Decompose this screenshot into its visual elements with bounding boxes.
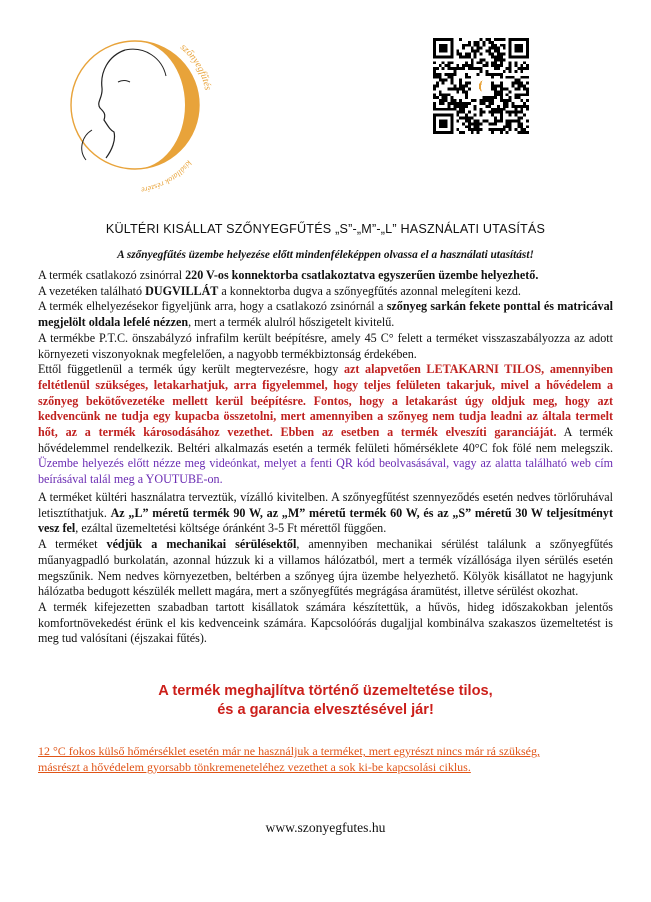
note-line: 12 °C fokos külső hőmérséklet esetén már ne használjuk a terméket, mert egyrészt nincs már rá szükség,	[38, 744, 540, 758]
sentence: A termék kifejezetten szabadban tartott kisállatok számára készítettük, a hűvös, hideg időszakokban jelentős komfortnövekedést érünk el kis kedvenceink számára. Kapcsolóórás dugaljjal kombinálva szakaszos üzemeltetést is meg tud valósítani (éjszakai fűtés).	[38, 599, 613, 646]
document-subtitle: A szőnyegfűtés üzembe helyezése előtt mindenféleképpen olvassa el a használati utasítást!	[117, 249, 534, 261]
warning-line: A termék meghajlítva történő üzemeltetése tilos,	[158, 683, 493, 699]
sentence	[38, 362, 613, 488]
sentence	[38, 284, 613, 300]
bold-text: Az „L” méretű termék 90 W, az „M” méretű termék 60 W, és az „S” méretű 30 W teljesítményt vesz fel	[38, 505, 613, 536]
sentence: A termékbe P.T.C. önszabályzó infrafilm került beépítésre, amely 45 C° felett a terméket visszaszabályozza az adott környezeti viszonyoknak megfelelően, a nagyobb termékbiztonság érdekében.	[38, 330, 613, 361]
website-link[interactable]: www.szonyegfutes.hu	[265, 820, 386, 835]
note-line: másrészt a hővédelem gyorsabb tönkremeneteléhez vezethet a sok ki-be kapcsolási ciklus.	[38, 759, 471, 774]
bold-text: szőnyeg sarkán fekete ponttal és matricával megjelölt oldala lefelé nézzen	[38, 299, 613, 330]
text: A vezetéken található	[38, 283, 146, 298]
text: , amennyiben mechanikai sérülést találunk a szőnyegfűtés műanyagpadló burkolatán, azonnal húzzuk ki a villamos hálózatból, mert a termék vízállósága ilyen sérülés esetén megszűnik. Nem nedves környezetben, beltérben a szőnyeg újra üzembe helyezhető. Kölyök kisállatot ne hagyjunk hálózatba bedugott készülék mellett magára, mert a szőnyegfűtés megrágása áramütést, illetve sérülést okozhat.	[38, 537, 614, 599]
text: A terméket	[38, 537, 107, 552]
qr-code-icon[interactable]	[433, 38, 529, 134]
sentence	[38, 537, 613, 600]
text: A termék csatlakozó zsinórral	[38, 268, 186, 282]
bold-text: védjük a mechanikai sérülésektől	[106, 537, 297, 552]
svg-text:kisállatok részére	[140, 159, 193, 195]
temperature-note	[38, 744, 613, 775]
bold-text: 220 V-os konnektorba csatlakoztatva egyszerűen üzembe helyezhető.	[185, 268, 539, 282]
text: A terméket kültéri használatra terveztük, vízálló kivitelben. A szőnyegfűtést szennyeződés esetén nedves törlőruhával letisztíthatjuk.	[38, 490, 613, 520]
bold-text: DUGVILLÁT	[145, 283, 219, 298]
instructions-section-2	[38, 490, 613, 647]
sentence	[38, 299, 613, 330]
text: A termék elhelyezésekor figyeljünk arra, hogy a csatlakozó zsinórnál a	[38, 299, 387, 314]
sentence	[38, 268, 613, 284]
logo-ring-text-bottom: kisállatok részére	[140, 158, 194, 195]
instructions-section-1	[38, 268, 613, 488]
logo-ring-text-right: szőnyegfűtés	[178, 41, 214, 92]
warning-box	[0, 682, 651, 719]
brand-logo	[30, 10, 240, 210]
video-link-text[interactable]: Üzembe helyezés előtt nézze meg videónkat, melyet a fenti QR kód beolvasásával, vagy az alatta található web cím beírásával talál meg a YOUTUBE-on.	[38, 456, 613, 487]
text: Ettől függetlenül a termék úgy került megtervezésre, hogy	[38, 362, 344, 377]
text: , mert a termék alulról hőszigetelt kivitelű.	[188, 315, 395, 330]
warning-text: azt alapvetően LETAKARNI TILOS, amennyiben feltétlenül szükséges, letakarhatjuk, arra figyelemmel, hogy teljes felületen takarjuk, mivel a hővédelem a szőnyeg bekötővezetéke mellett kerül beépítésre. Fontos, hogy a letakarást úgy oldjuk meg, hogy azt kedvencünk ne tudja egy kupacba összetolni, mert amennyiben a szőnyeg nem tudja leadni az általa termelt hőt, az a termék károsodásához vezethet. Ebben az esetben a termék elveszíti garanciáját.	[38, 362, 613, 440]
text: A termék hővédelemmel rendelkezik. Beltéri alkalmazás esetén a termék felületi hőmérséklete 40°C fok fölé nem melegszik.	[38, 425, 613, 455]
warning-line: és a garancia elvesztésével jár!	[217, 701, 434, 718]
text: , ezáltal üzemeltetési költsége óránként 3-5 Ft mérettől függően.	[75, 521, 387, 536]
document-title: KÜLTÉRI KISÁLLAT SZŐNYEGFŰTÉS „S”-„M”-„L” HASZNÁLATI UTASÍTÁS	[105, 222, 546, 236]
sentence	[38, 490, 613, 537]
text: a konnektorba dugva a szőnyegfűtés azonnal melegíteni kezd.	[218, 283, 521, 298]
